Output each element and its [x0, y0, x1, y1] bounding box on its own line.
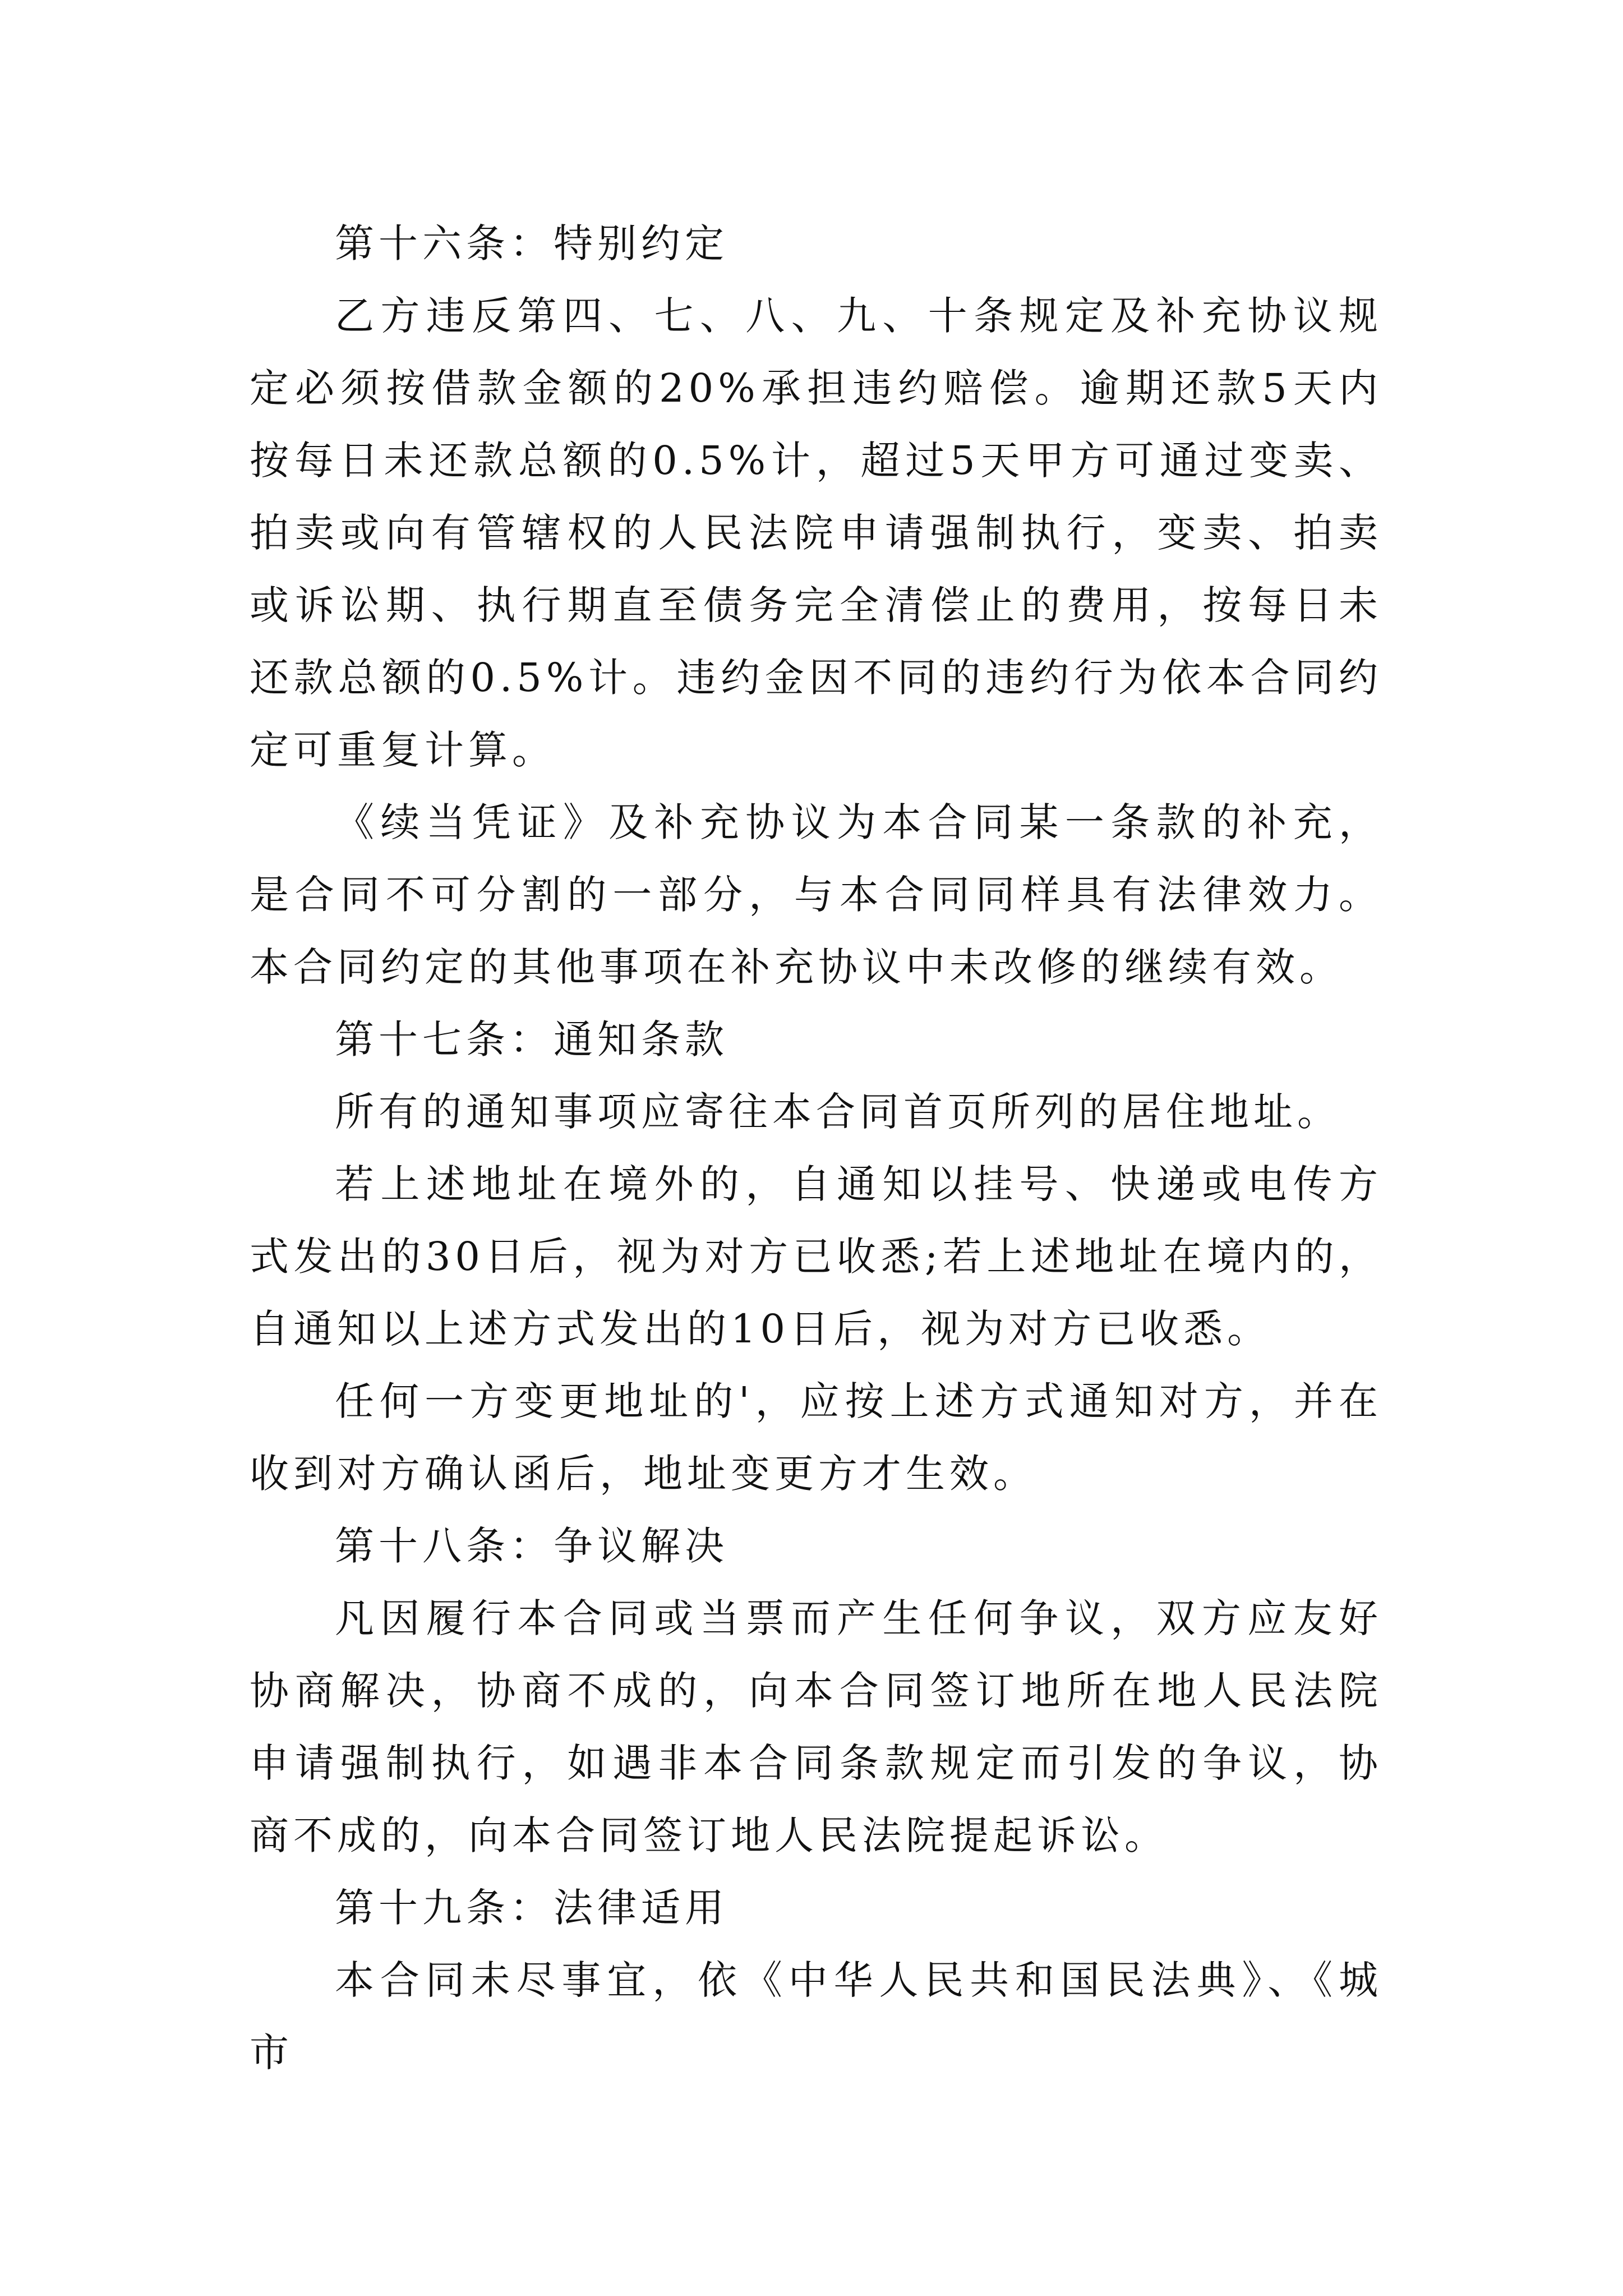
article-16-penalty-paragraph: 乙方违反第四、七、八、九、十条规定及补充协议规定必须按借款金额的20%承担违约赔偿。逾期还款5天内按每日未还款总额的0.5%计，超过5天甲方可通过变卖、拍卖或向有管辖权的人民法院申请强制执行，变卖、拍卖或诉讼期、执行期直至债务完全清偿止的费用，按每日未还款总额的0.5%计。违约金因不同的违约行为依本合同约定可重复计算。: [250, 293, 1382, 773]
article-19-heading: 第十九条：法律适用: [335, 1885, 728, 1931]
article-17-heading: 第十七条：通知条款: [335, 1016, 728, 1062]
article-18-dispute-paragraph: 凡因履行本合同或当票而产生任何争议，双方应友好协商解决，协商不成的，向本合同签订地所在地人民法院申请强制执行，如遇非本合同条款规定而引发的争议，协商不成的，向本合同签订地人民法院提起诉讼。: [250, 1595, 1382, 1858]
article-18-heading: 第十八条：争议解决: [335, 1523, 728, 1569]
article-16-supplement-paragraph: 《续当凭证》及补充协议为本合同某一条款的补充，是合同不可分割的一部分，与本合同同样具有法律效力。本合同约定的其他事项在补充协议中未改修的继续有效。: [250, 799, 1382, 990]
article-19-law-paragraph: 本合同未尽事宜，依《中华人民共和国民法典》、《城市: [250, 1957, 1382, 2076]
article-17-change-paragraph: 任何一方变更地址的'，应按上述方式通知对方，并在收到对方确认函后，地址变更方才生效。: [250, 1378, 1382, 1497]
document-body: [250, 208, 1382, 2089]
article-17-delivery-paragraph: 若上述地址在境外的，自通知以挂号、快递或电传方式发出的30日后，视为对方已收悉;若上述地址在境内的，自通知以上述方式发出的10日后，视为对方已收悉。: [250, 1161, 1382, 1352]
article-17-address-paragraph: 所有的通知事项应寄往本合同首页所列的居住地址。: [335, 1089, 1341, 1135]
article-16-heading: 第十六条：特别约定: [335, 220, 728, 266]
